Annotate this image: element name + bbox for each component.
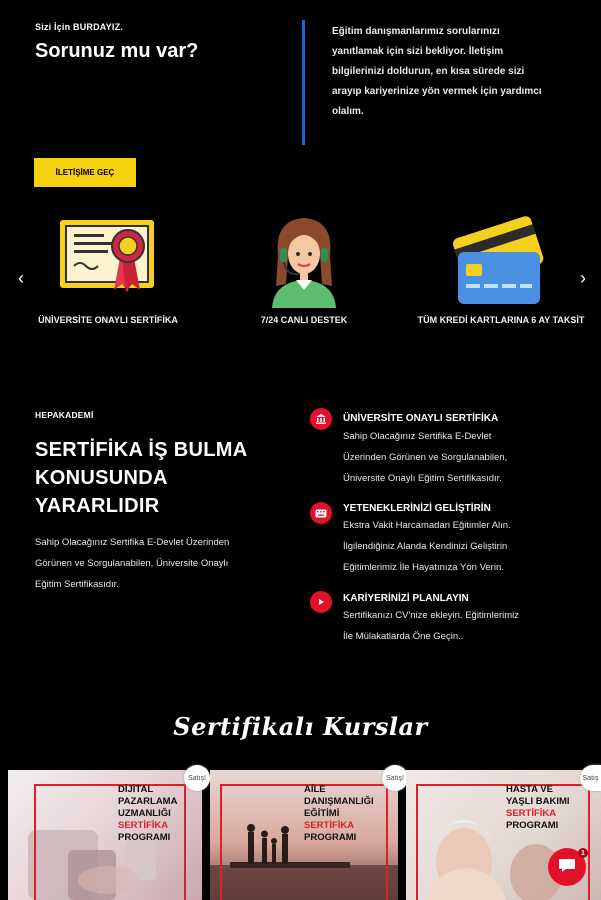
point-desc-line: Eğitimlerimiz İle Hayatınıza Yön Verin.	[343, 562, 504, 573]
university-icon	[310, 408, 332, 430]
course-text	[304, 784, 374, 844]
keyboard-icon	[310, 502, 332, 524]
hero-paragraph-line: olalım.	[332, 106, 364, 117]
courses-title: Sertifikalı Kurslar	[173, 712, 428, 741]
sale-badge: Satış!	[184, 765, 210, 791]
hero-paragraph-line: Eğitim danışmanlarımız sorularınızı	[332, 26, 500, 37]
hero-paragraph-line: bilgilerinizi doldurun, en kısa sürede sizi	[332, 66, 525, 77]
carousel-prev-button[interactable]: ‹	[18, 268, 24, 288]
course-title-line: HASTA VE	[506, 784, 553, 795]
course-program-word: PROGRAMI	[304, 832, 357, 843]
course-title-line: EĞİTİMİ	[304, 808, 340, 819]
course-card-family-counseling[interactable]	[210, 770, 398, 900]
point-desc-line: Sahip Olacağınız Sertifika E-Devlet	[343, 431, 492, 442]
course-title-line: UZMANLIĞI	[118, 808, 171, 819]
about-title	[35, 436, 247, 520]
feature-label-installment: TÜM KREDİ KARTLARINA 6 AY TAKSİT	[417, 315, 585, 325]
course-certificate-word: SERTİFİKA	[118, 820, 169, 831]
credit-card-icon	[452, 212, 548, 308]
point-desc-line: Sertifikanızı CV'nize ekleyin. Eğitimlerimiz	[343, 610, 520, 621]
about-text-line: Eğitim Sertifikasıdır.	[35, 579, 119, 590]
course-text	[118, 784, 177, 844]
point-desc-certificate	[343, 426, 507, 489]
about-title-line: YARARLIDIR	[35, 495, 160, 517]
point-desc-career	[343, 605, 519, 647]
sale-badge: Satış!	[382, 765, 408, 791]
course-title-line: DANIŞMANLIĞI	[304, 796, 374, 807]
play-icon	[310, 591, 332, 613]
feature-label-certificate: ÜNİVERSİTE ONAYLI SERTİFİKA	[38, 315, 178, 325]
course-title-line: AİLE	[304, 784, 326, 795]
point-desc-line: Üzerinden Görünen ve Sorgulanabilen,	[343, 452, 508, 463]
hero-paragraph-line: yanıtlamak için sizi bekliyor. İletişim	[332, 46, 504, 57]
point-title-skills: YETENEKLERİNİZİ GELİŞTİRİN	[343, 503, 491, 514]
hero-title: Sorunuz mu var?	[35, 40, 199, 62]
point-title-certificate: ÜNİVERSİTE ONAYLI SERTİFİKA	[343, 413, 499, 424]
about-kicker: HEPAKADEMİ	[35, 410, 94, 420]
point-desc-skills	[343, 515, 511, 578]
certificate-icon	[60, 218, 156, 296]
course-title-line: DİJİTAL	[118, 784, 154, 795]
hero-paragraph	[332, 22, 592, 122]
course-certificate-word: SERTİFİKA	[506, 808, 557, 819]
contact-button[interactable]: İLETİŞİME GEÇ	[34, 158, 136, 187]
about-text-line: Görünen ve Sorgulanabilen, Üniversite Onaylı	[35, 558, 229, 569]
course-card-digital-marketing[interactable]	[8, 770, 202, 900]
course-text	[506, 784, 570, 832]
point-title-career: KARİYERİNİZİ PLANLAYIN	[343, 593, 469, 604]
course-program-word: PROGRAMI	[118, 832, 171, 843]
point-desc-line: İlgilendiğiniz Alanda Kendinizi Geliştirin	[343, 541, 508, 552]
about-title-line: KONUSUNDA	[35, 467, 168, 489]
hero-kicker: Sizi İçin BURDAYIZ.	[35, 22, 123, 32]
course-title-line: YAŞLI BAKIMI	[506, 796, 570, 807]
about-title-line: SERTİFİKA İŞ BULMA	[35, 439, 248, 461]
hero-paragraph-line: arayıp kariyerinize yön vermek için yardımcı	[332, 86, 542, 97]
support-agent-icon	[266, 216, 342, 308]
sale-badge: Satış	[580, 765, 601, 791]
point-desc-line: Üniversite Onaylı Eğitim Sertifikasıdır.	[343, 473, 502, 484]
carousel-next-button[interactable]: ›	[580, 268, 586, 288]
hero-divider	[302, 20, 305, 145]
chat-notification-badge: 1	[578, 848, 588, 858]
course-program-word: PROGRAMI	[506, 820, 559, 831]
about-text-line: Sahip Olacağınız Sertifika E-Devlet Üzerinden	[35, 537, 230, 548]
feature-label-support: 7/24 CANLI DESTEK	[260, 315, 348, 325]
course-certificate-word: SERTİFİKA	[304, 820, 355, 831]
course-title-line: PAZARLAMA	[118, 796, 178, 807]
chat-icon	[558, 857, 576, 878]
about-text	[35, 532, 285, 595]
point-desc-line: İle Mülakatlarda Öne Geçin..	[343, 631, 464, 642]
point-desc-line: Ekstra Vakit Harcamadan Eğitimler Alın.	[343, 520, 511, 531]
